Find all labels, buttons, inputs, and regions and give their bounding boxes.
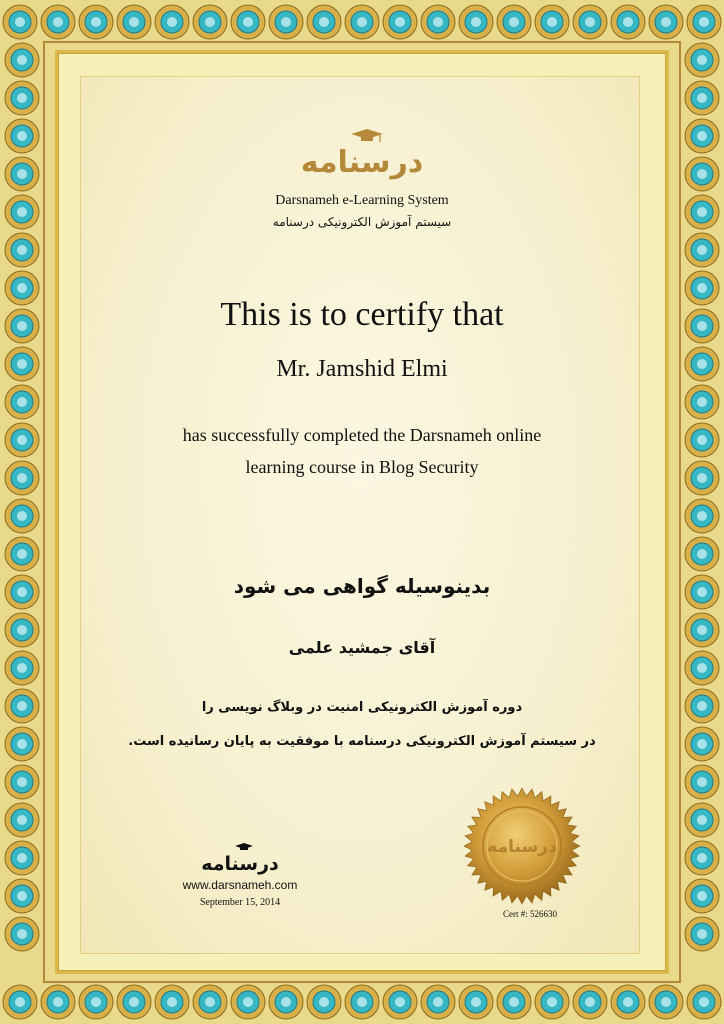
border-medallion: [155, 985, 189, 1019]
border-medallion: [497, 985, 531, 1019]
completion-text-en-line2: learning course in Blog Security: [245, 457, 479, 477]
border-medallion: [5, 765, 39, 799]
border-medallion: [685, 81, 719, 115]
border-medallion: [307, 5, 341, 39]
border-medallion: [611, 5, 645, 39]
border-medallion: [685, 537, 719, 571]
border-medallion: [79, 5, 113, 39]
border-medallion: [5, 841, 39, 875]
border-medallion: [307, 985, 341, 1019]
border-medallion: [5, 879, 39, 913]
footer-logo: [195, 842, 285, 876]
brand-logo: [0, 128, 724, 186]
border-medallion: [383, 985, 417, 1019]
system-name-en: Darsnameh e-Learning System: [275, 193, 449, 208]
border-medallion: [685, 917, 719, 951]
border-medallion: [383, 5, 417, 39]
border-medallion: [687, 5, 721, 39]
footer-logo-text: درسنامه: [201, 853, 279, 875]
completion-text-en-line1: has successfully completed the Darsnameh online: [182, 425, 542, 445]
gold-seal-icon: [462, 786, 582, 906]
border-medallion: [5, 917, 39, 951]
border-medallion: [231, 985, 265, 1019]
completion-text-fa-line2: در سیستم آموزش الکترونیکی درسنامه با موفقیت به پایان رسانیده است.: [128, 734, 596, 749]
border-medallion: [535, 5, 569, 39]
completion-text-fa-line1: دوره آموزش الکترونیکی امنیت در وبلاگ نویسی را: [201, 700, 523, 715]
border-medallion: [685, 841, 719, 875]
border-medallion: [497, 5, 531, 39]
border-medallion: [649, 5, 683, 39]
border-medallion: [3, 5, 37, 39]
border-medallion: [649, 985, 683, 1019]
border-medallion: [3, 985, 37, 1019]
border-medallion: [685, 499, 719, 533]
border-medallion: [117, 5, 151, 39]
certify-heading-en: This is to certify that: [220, 296, 504, 333]
cert-number: Cert #: 526630: [503, 909, 557, 919]
border-medallion: [685, 765, 719, 799]
border-medallion: [421, 985, 455, 1019]
border-medallion: [5, 81, 39, 115]
system-name-fa: سیستم آموزش الکترونیکی درسنامه: [272, 215, 452, 229]
border-medallion: [685, 879, 719, 913]
issue-date: September 15, 2014: [199, 897, 281, 908]
border-medallion: [155, 5, 189, 39]
border-medallion: [117, 985, 151, 1019]
border-medallion: [193, 5, 227, 39]
border-medallion: [5, 233, 39, 267]
border-medallion: [535, 985, 569, 1019]
website-url: www.darsnameh.com: [182, 878, 298, 892]
border-medallion: [5, 537, 39, 571]
border-medallion: [345, 985, 379, 1019]
border-medallion: [5, 385, 39, 419]
border-medallion: [41, 985, 75, 1019]
border-medallion: [573, 5, 607, 39]
border-medallion: [685, 43, 719, 77]
border-medallion: [685, 385, 719, 419]
border-medallion: [41, 5, 75, 39]
recipient-name-en: Mr. Jamshid Elmi: [276, 356, 448, 382]
border-medallion: [687, 985, 721, 1019]
graduation-cap-icon: [351, 129, 383, 142]
recipient-name-fa: آقای جمشید علمی: [288, 638, 436, 657]
border-medallion: [269, 985, 303, 1019]
logo-text: درسنامه: [300, 145, 424, 180]
border-medallion: [5, 803, 39, 837]
border-medallion: [231, 5, 265, 39]
border-medallion: [5, 43, 39, 77]
border-medallion: [459, 5, 493, 39]
border-medallion: [685, 233, 719, 267]
border-medallion: [5, 499, 39, 533]
border-medallion: [685, 803, 719, 837]
border-medallion: [573, 985, 607, 1019]
border-medallion: [79, 985, 113, 1019]
border-medallion: [269, 5, 303, 39]
footer-brand: [160, 842, 320, 908]
border-medallion: [611, 985, 645, 1019]
seal-text: درسنامه: [487, 837, 557, 857]
certify-heading-fa: بدینوسیله گواهی می شود: [233, 574, 491, 598]
border-medallion: [421, 5, 455, 39]
border-medallion: [345, 5, 379, 39]
border-medallion: [193, 985, 227, 1019]
border-medallion: [459, 985, 493, 1019]
